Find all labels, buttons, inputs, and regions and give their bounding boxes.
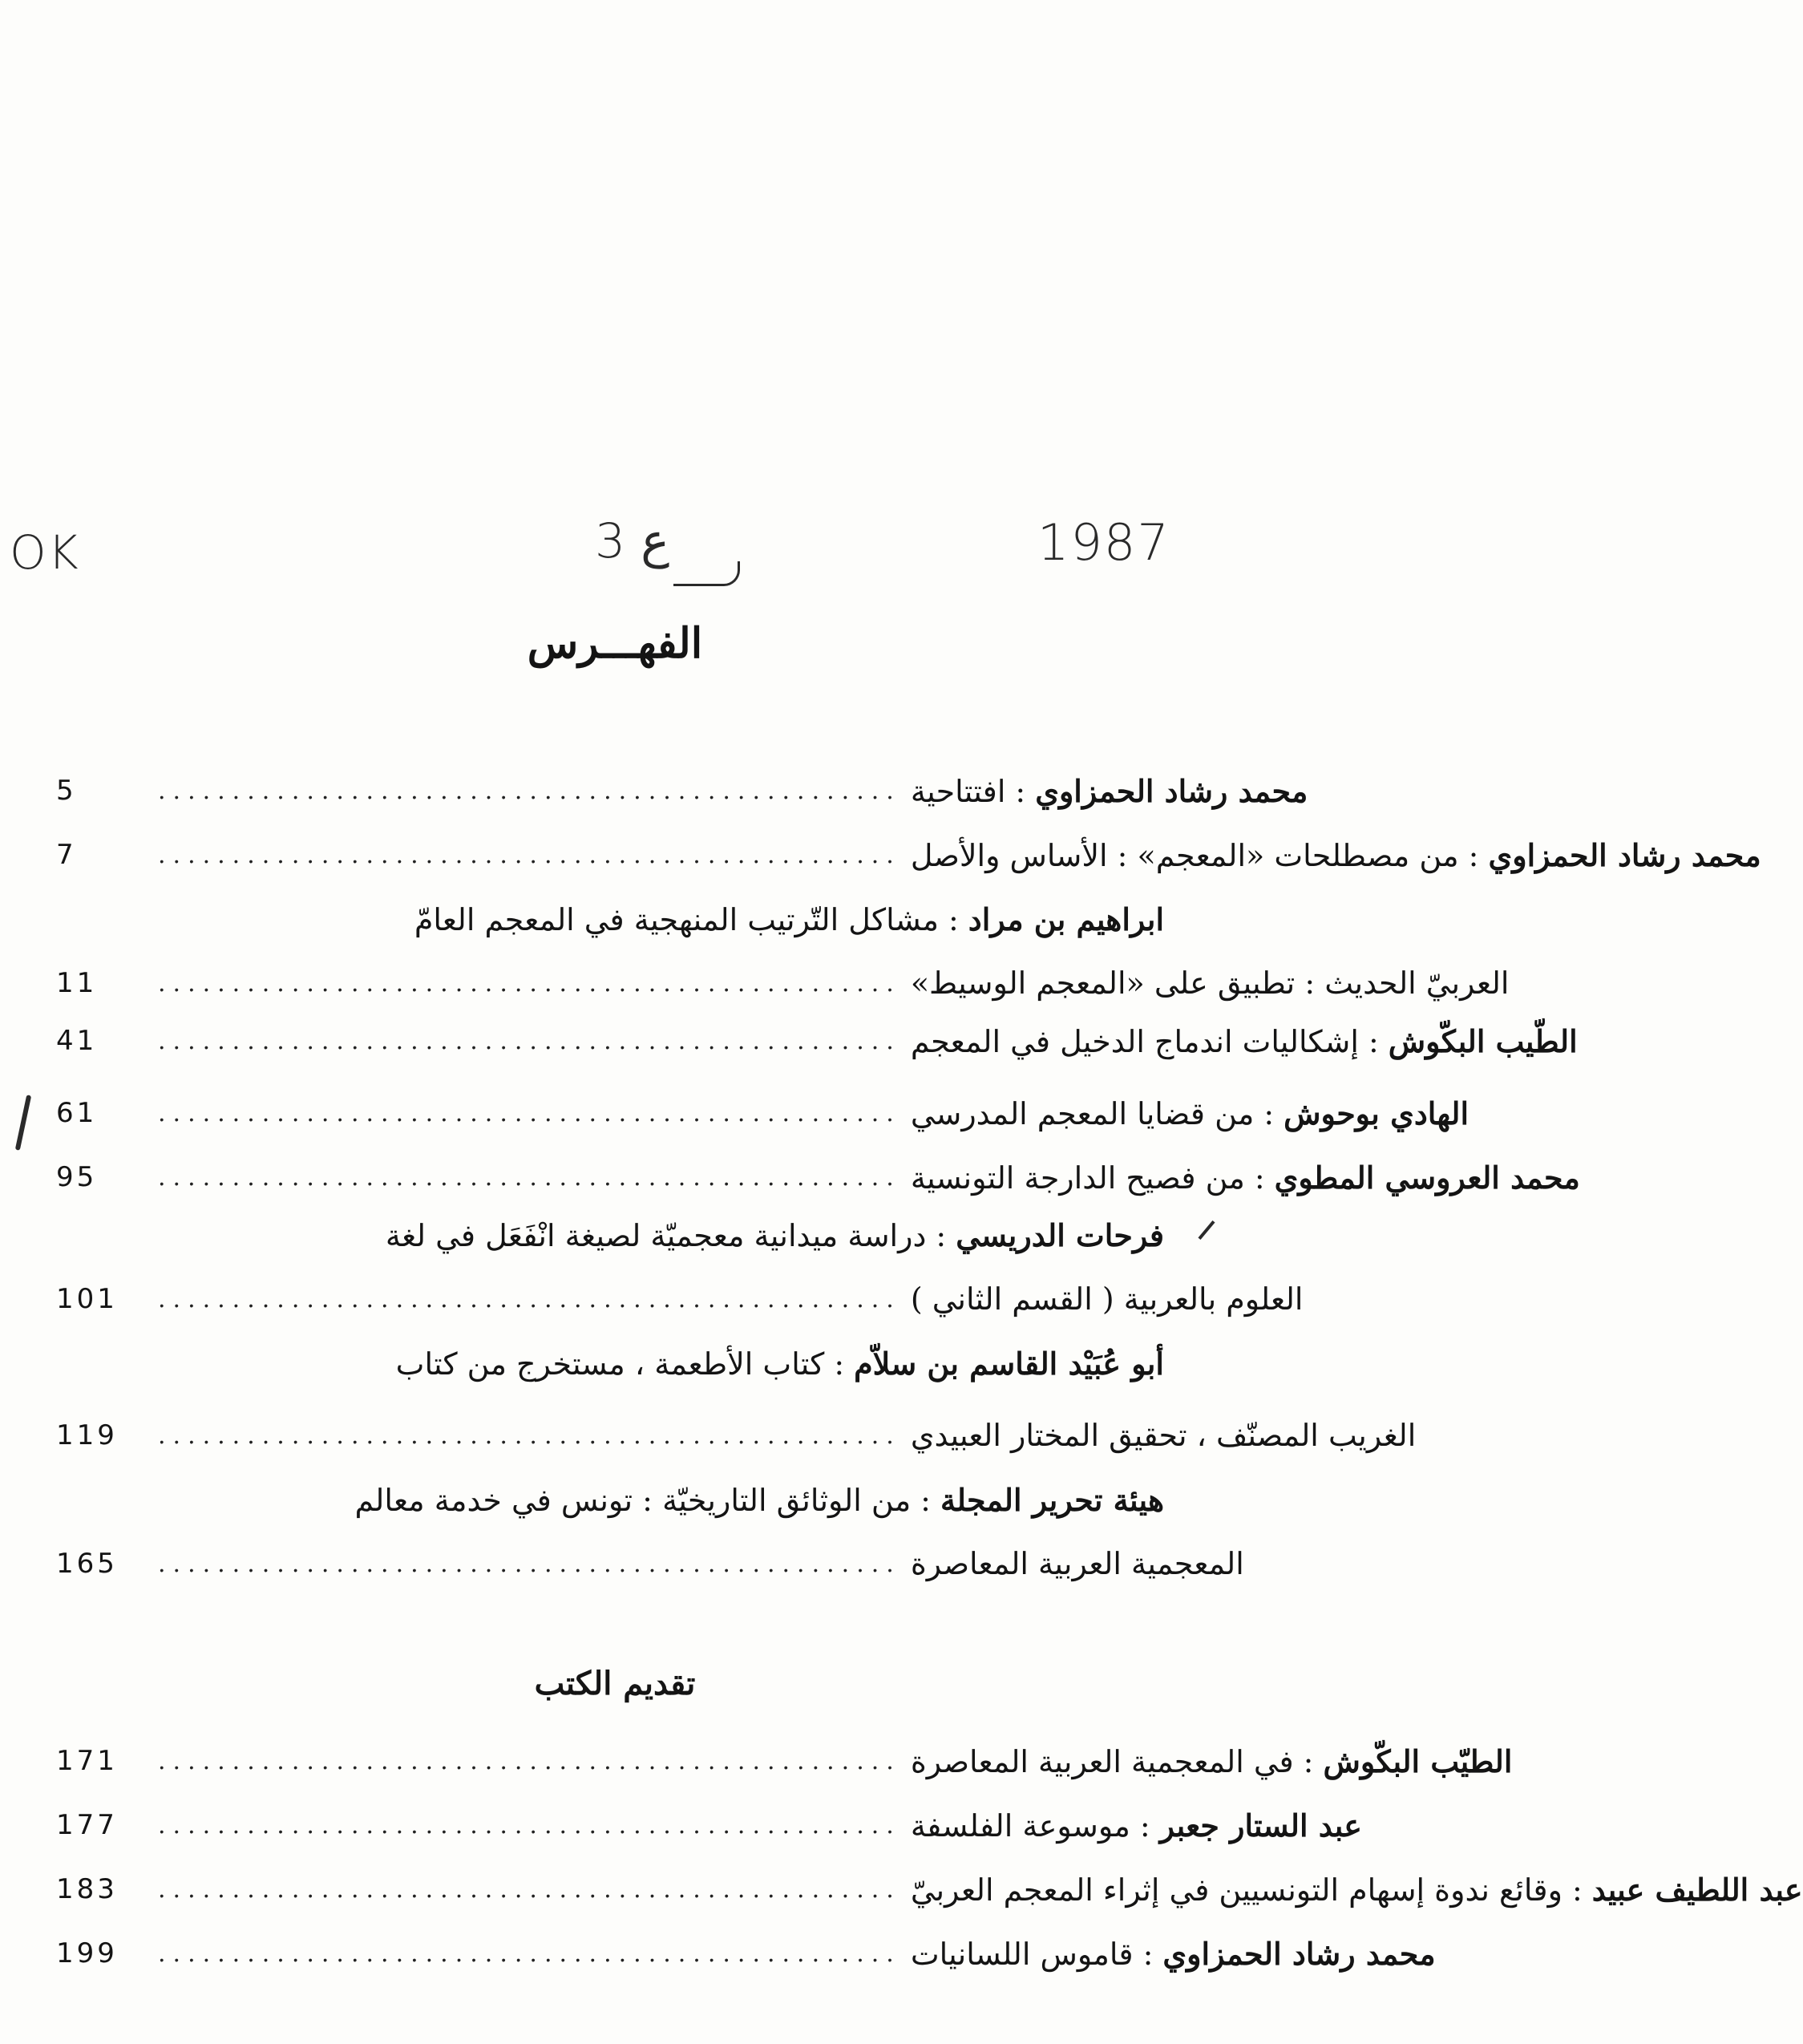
toc-entry [56, 1084, 1469, 1142]
entry-separator: : [1254, 1160, 1265, 1196]
entry-text [911, 965, 1510, 1001]
entry-separator: : [1468, 837, 1479, 873]
entry-author: الطّيب البكّوش [1388, 1022, 1578, 1059]
entry-title: من فصيح الدارجة التونسية [910, 1160, 1245, 1196]
entry-title: العلوم بالعربية ( القسم الثاني ) [910, 1281, 1304, 1317]
entry-author: الهادي بوحوش [1284, 1095, 1469, 1131]
handwritten-issue-note: 3 ع [595, 513, 670, 569]
entry-author: هيئة تحرير المجلة [940, 1481, 1164, 1518]
entry-separator: : [1139, 1807, 1150, 1844]
entry-title: المعجمية العربية المعاصرة [910, 1546, 1244, 1581]
entry-title: افتتاحية [910, 773, 1006, 809]
entry-separator: : [920, 1482, 931, 1518]
dot-leader: .................................................. [158, 969, 901, 998]
entry-title: إشكاليات اندماج الدخيل في المعجم [910, 1023, 1359, 1059]
entry-author: الطيّب البكّوش [1323, 1742, 1513, 1779]
entry-author: محمد العروسي المطوي [1274, 1159, 1580, 1196]
toc-entry [56, 1012, 1578, 1070]
dot-leader: .................................................. [158, 1026, 901, 1055]
entry-author: عبد اللطيف عبيد [1591, 1871, 1803, 1908]
page-number: 101 [56, 1283, 118, 1315]
toc-entry [56, 1206, 1164, 1264]
section-title: تقديم الكتب [534, 1665, 696, 1702]
entry-text [386, 1217, 1164, 1253]
handwritten-ok-note: OK [10, 525, 80, 580]
dot-leader: .................................................. [158, 840, 901, 869]
entry-title: من مصطلحات «المعجم» : الأساس والأصل [910, 837, 1459, 873]
page-number: 183 [56, 1873, 118, 1905]
entry-title: قاموس اللسانيات [910, 1936, 1134, 1972]
entry-text [911, 1807, 1362, 1844]
entry-text [911, 1743, 1513, 1779]
review-entry [56, 1732, 1513, 1790]
entry-title: من قضايا المعجم المدرسي [910, 1095, 1255, 1131]
page-title: الفهـــرس [527, 619, 703, 668]
page-number: 95 [56, 1161, 98, 1193]
entry-separator: : [936, 1217, 947, 1253]
entry-text [396, 1346, 1164, 1382]
entry-text [911, 1546, 1244, 1581]
entry-separator: : [1368, 1023, 1379, 1059]
page-number: 5 [56, 775, 77, 807]
entry-title: في المعجمية العربية المعاصرة [910, 1743, 1294, 1779]
dot-leader: .................................................. [158, 1163, 901, 1192]
page-number: 177 [56, 1809, 118, 1841]
page-number: 11 [56, 967, 98, 999]
entry-text [911, 1281, 1304, 1317]
review-entry [56, 1925, 1436, 1982]
entry-text [911, 1095, 1469, 1131]
page-number: 41 [56, 1025, 98, 1057]
entry-separator: : [1571, 1872, 1583, 1908]
entry-title: من الوثائق التاريخيّة : تونس في خدمة معالم [354, 1482, 912, 1518]
entry-author: عبد الستار جعبر [1159, 1807, 1362, 1844]
page-number: 199 [56, 1937, 118, 1969]
dot-leader: .................................................. [158, 1811, 901, 1840]
review-entry [56, 1796, 1362, 1854]
entry-separator: : [1015, 773, 1026, 809]
dot-leader: .................................................. [158, 1875, 901, 1904]
entry-author: محمد رشاد الحمزاوي [1488, 836, 1761, 873]
entry-author: محمد رشاد الحمزاوي [1035, 772, 1308, 809]
toc-entry-continued [56, 1407, 1417, 1464]
handwritten-year-note: 1987 [1037, 513, 1170, 572]
dot-leader: .................................................. [158, 1099, 901, 1127]
entry-text [355, 1482, 1165, 1518]
page-number: 119 [56, 1419, 118, 1451]
handwritten-margin-mark [15, 1095, 31, 1151]
dot-leader: .................................................. [158, 1549, 901, 1578]
toc-entry [56, 1471, 1164, 1528]
page-number: 7 [56, 839, 77, 871]
toc-entry-continued [56, 1270, 1304, 1328]
entry-title: مشاكل التّرتيب المنهجية في المعجم العامّ [414, 901, 939, 937]
entry-author: أبو عُبَيْد القاسم بن سلاّم [854, 1345, 1164, 1382]
entry-separator: : [834, 1346, 845, 1382]
dot-leader: .................................................. [158, 1939, 901, 1968]
dot-leader: .................................................. [158, 1285, 901, 1313]
entry-separator: : [1303, 1743, 1314, 1779]
toc-entry [56, 1148, 1580, 1206]
entry-text [911, 1023, 1578, 1059]
entry-separator: : [948, 901, 959, 937]
page-number: 61 [56, 1097, 98, 1129]
toc-entry-continued [56, 1535, 1244, 1593]
dot-leader: .................................................. [158, 1421, 901, 1450]
entry-title: العربيّ الحديث : تطبيق على «المعجم الوسيط» [910, 965, 1510, 1001]
entry-text [911, 1160, 1580, 1196]
entry-separator: : [1263, 1095, 1275, 1131]
entry-text [911, 773, 1308, 809]
entry-text [911, 1418, 1416, 1453]
handwritten-tick-mark [1198, 1220, 1215, 1240]
toc-entry [56, 826, 1761, 884]
review-entry [56, 1860, 1803, 1918]
entry-title: الغريب المصنّف ، تحقيق المختار العبيدي [910, 1418, 1417, 1453]
page-number: 165 [56, 1548, 118, 1580]
entry-text [911, 1936, 1436, 1972]
entry-author: فرحات الدريسي [956, 1216, 1164, 1253]
entry-text [911, 1872, 1803, 1908]
entry-title: دراسة ميدانية معجميّة لصيغة انْفَعَل في لغة [385, 1217, 927, 1253]
entry-author: محمد رشاد الحمزاوي [1162, 1935, 1436, 1972]
handwritten-underline [673, 561, 740, 586]
page-number: 171 [56, 1745, 118, 1777]
toc-entry [56, 890, 1164, 948]
entry-text [911, 837, 1761, 873]
entry-title: موسوعة الفلسفة [910, 1807, 1130, 1844]
entry-title: وقائع ندوة إسهام التونسيين في إثراء المعجم العربيّ [910, 1872, 1562, 1908]
entry-separator: : [1142, 1936, 1154, 1972]
dot-leader: .................................................. [158, 1747, 901, 1775]
entry-text [414, 901, 1164, 937]
entry-title: كتاب الأطعمة ، مستخرج من كتاب [395, 1346, 825, 1382]
entry-author: ابراهيم بن مراد [968, 901, 1164, 937]
toc-entry-continued [56, 954, 1510, 1012]
toc-entry [56, 1334, 1164, 1392]
dot-leader: .................................................. [158, 776, 901, 805]
toc-entry [56, 762, 1308, 820]
